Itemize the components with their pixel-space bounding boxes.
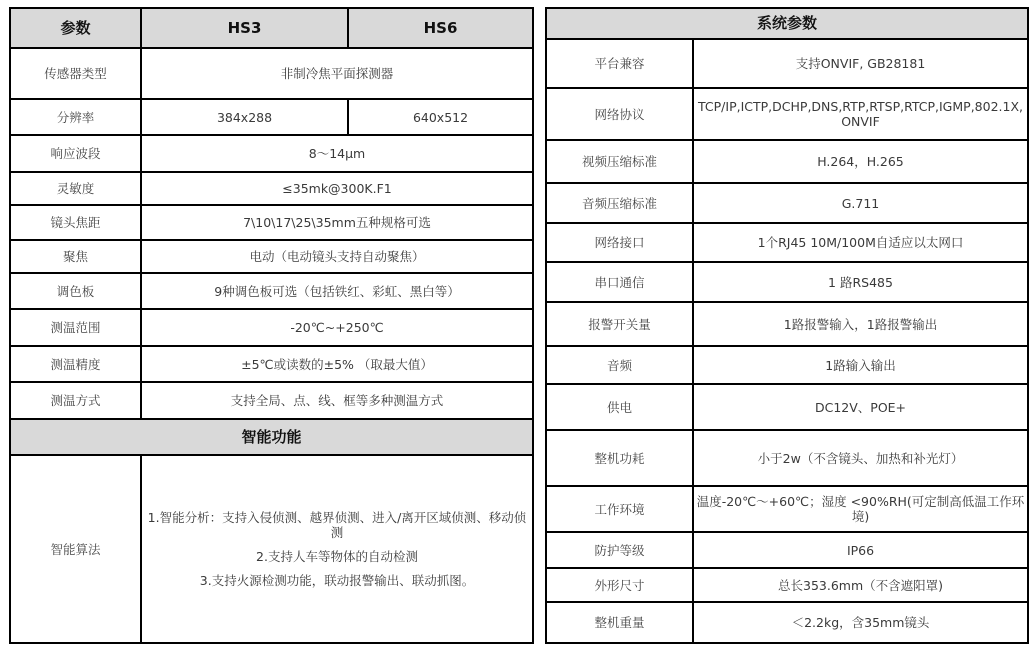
row-value: 9种调色板可选（包括铁红、彩虹、黑白等） [141, 273, 533, 309]
row-value: 1路报警输入，1路报警输出 [693, 302, 1028, 346]
table-row [10, 205, 533, 240]
header-model-hs6: HS6 [348, 8, 533, 48]
system-spec-table [545, 7, 1029, 644]
table-row [546, 140, 1028, 183]
table-header-row [546, 8, 1028, 39]
row-label: 镜头焦距 [10, 205, 141, 240]
row-value: DC12V、POE+ [693, 384, 1028, 430]
table-row [546, 39, 1028, 88]
row-label: 网络接口 [546, 223, 693, 262]
row-label: 视频压缩标准 [546, 140, 693, 183]
row-value: -20℃~+250℃ [141, 309, 533, 346]
table-row [10, 135, 533, 172]
row-value: IP66 [693, 532, 1028, 568]
row-label: 响应波段 [10, 135, 141, 172]
table-row [10, 48, 533, 99]
row-value: ±5℃或读数的±5% （取最大值） [141, 346, 533, 382]
row-value: 1 路RS485 [693, 262, 1028, 302]
row-label: 测温范围 [10, 309, 141, 346]
row-value: 7\10\17\25\35mm五种规格可选 [141, 205, 533, 240]
table-row [10, 172, 533, 205]
row-label: 测温精度 [10, 346, 141, 382]
row-value: 支持ONVIF, GB28181 [693, 39, 1028, 88]
table-row [546, 183, 1028, 223]
row-value: G.711 [693, 183, 1028, 223]
row-value: 1个RJ45 10M/100M自适应以太网口 [693, 223, 1028, 262]
table-row [546, 88, 1028, 140]
smart-algorithm-list [141, 455, 533, 643]
algo-line: 1.智能分析：支持入侵侦测、越界侦测、进入/离开区域侦测、移动侦测 [147, 510, 527, 540]
row-label: 报警开关量 [546, 302, 693, 346]
row-label: 音频 [546, 346, 693, 384]
table-row [10, 309, 533, 346]
row-label: 平台兼容 [546, 39, 693, 88]
row-value: 支持全局、点、线、框等多种测温方式 [141, 382, 533, 419]
table-title: 系统参数 [546, 8, 1028, 39]
algo-line: 2.支持人车等物体的自动检测 [256, 549, 418, 564]
table-row [546, 568, 1028, 602]
row-label: 调色板 [10, 273, 141, 309]
row-value: 非制冷焦平面探测器 [141, 48, 533, 99]
row-label: 外形尺寸 [546, 568, 693, 602]
row-label: 智能算法 [10, 455, 141, 643]
table-row [546, 602, 1028, 643]
table-row [10, 382, 533, 419]
table-row [546, 346, 1028, 384]
row-label: 工作环境 [546, 486, 693, 532]
row-label: 网络协议 [546, 88, 693, 140]
section-header-row [10, 419, 533, 455]
row-value: 温度-20℃～+60℃；湿度 <90%RH(可定制高低温工作环境) [693, 486, 1028, 532]
table-row [10, 346, 533, 382]
row-value: ＜2.2kg，含35mm镜头 [693, 602, 1028, 643]
row-value: 1路输入输出 [693, 346, 1028, 384]
table-row [10, 99, 533, 135]
row-label: 防护等级 [546, 532, 693, 568]
table-row [546, 384, 1028, 430]
row-label: 整机功耗 [546, 430, 693, 486]
table-row [10, 273, 533, 309]
row-label: 测温方式 [10, 382, 141, 419]
table-header-row [10, 8, 533, 48]
row-value: ≤35mk@300K.F1 [141, 172, 533, 205]
row-value: 总长353.6mm（不含遮阳罩) [693, 568, 1028, 602]
table-row [546, 223, 1028, 262]
table-row [546, 532, 1028, 568]
table-row [10, 455, 533, 643]
row-label: 灵敏度 [10, 172, 141, 205]
header-param: 参数 [10, 8, 141, 48]
row-value: 8～14μm [141, 135, 533, 172]
row-label: 串口通信 [546, 262, 693, 302]
thermal-spec-table [9, 7, 534, 644]
row-value: 小于2w（不含镜头、加热和补光灯） [693, 430, 1028, 486]
row-label: 供电 [546, 384, 693, 430]
header-model-hs3: HS3 [141, 8, 348, 48]
row-value-hs3: 384x288 [141, 99, 348, 135]
table-row [546, 486, 1028, 532]
table-row [546, 430, 1028, 486]
row-label: 音频压缩标准 [546, 183, 693, 223]
table-row [546, 262, 1028, 302]
row-label: 传感器类型 [10, 48, 141, 99]
row-label: 聚焦 [10, 240, 141, 273]
row-label: 分辨率 [10, 99, 141, 135]
table-row [10, 240, 533, 273]
table-row [546, 302, 1028, 346]
row-value: TCP/IP,ICTP,DCHP,DNS,RTP,RTSP,RTCP,IGMP,802.1X,ONVIF [693, 88, 1028, 140]
row-value: 电动（电动镜头支持自动聚焦） [141, 240, 533, 273]
row-value: H.264，H.265 [693, 140, 1028, 183]
row-value-hs6: 640x512 [348, 99, 533, 135]
algo-line: 3.支持火源检测功能，联动报警输出、联动抓图。 [199, 573, 475, 588]
section-title: 智能功能 [10, 419, 533, 455]
row-label: 整机重量 [546, 602, 693, 643]
